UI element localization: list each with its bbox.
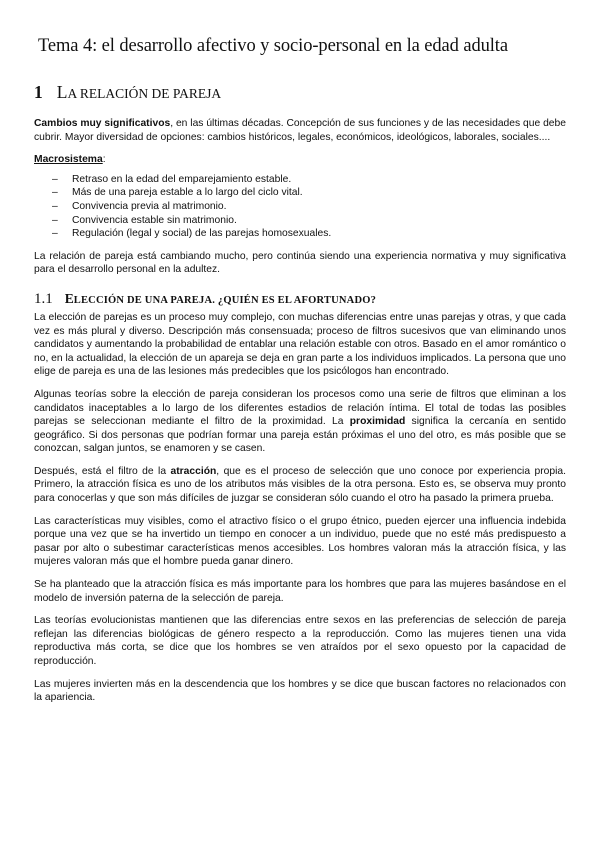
dash-bullet: – xyxy=(52,173,58,185)
list-item xyxy=(52,227,566,241)
intro-bold: Cambios muy significativos xyxy=(34,118,171,129)
section-1-1-number: 1.1 xyxy=(34,290,53,307)
paragraph-3-text-a: Después, está el filtro de la xyxy=(34,465,171,477)
paragraph-3-text-b: , que es el proceso de selección que uno conoce por experiencia propia. Primero, la atracción física es uno de los atributos más visibles de la otra persona. Esto es, se observa muy pronto para conocerlas y que son más difíciles de juzgar se consideran sólo cuando el otro ha pasado la primera prueba. xyxy=(34,465,566,505)
section-1-number: 1 xyxy=(34,82,43,102)
section-1-title-rest: A RELACIÓN DE PAREJA xyxy=(67,86,222,101)
section-1-1-heading xyxy=(34,291,566,308)
dash-bullet: – xyxy=(52,228,58,240)
paragraph-7: Las mujeres invierten más en la descendencia que los hombres y se dice que buscan factores no relacionados con la apariencia. xyxy=(34,678,566,704)
list-item-text: Más de una pareja estable a lo largo del ciclo vital. xyxy=(72,187,303,199)
section-1-heading xyxy=(34,82,566,103)
section-1-closing: La relación de pareja está cambiando mucho, pero continúa siendo una experiencia normativa y muy significativa para el desarrollo personal en la adultez. xyxy=(34,250,566,276)
paragraph-5: Se ha planteado que la atracción física es más importante para los hombres que para las mujeres basándose en el modelo de inversión paterna de la selección de pareja. xyxy=(34,579,566,604)
list-item xyxy=(52,200,566,214)
paragraph-6: Las teorías evolucionistas mantienen que las diferencias entre sexos en las preferencias de selección de pareja reflejan las diferencias biológicas de género respecto a la reproducción. Como las mujeres tienen una vida reproductiva más corta, se dice que los hombres se ven atraídos por el sexo opuesto por la capacidad de reproducción. xyxy=(34,615,566,667)
dash-bullet: – xyxy=(52,200,58,212)
list-item-text: Retraso en la edad del emparejamiento estable. xyxy=(72,173,292,185)
macrosistema-label xyxy=(34,153,566,167)
list-item xyxy=(52,214,566,228)
list-item xyxy=(52,173,566,187)
macrosistema-colon: : xyxy=(102,154,106,166)
intro-text: , en las últimas décadas. Concepción de sus funciones y de las necesidades que debe cubrir. Mayor diversidad de opciones: cambios históricos, legales, económicos, ideológicos, laborales, sociales.... xyxy=(34,118,566,143)
list-item xyxy=(52,186,566,200)
macrosistema-list xyxy=(34,173,566,241)
paragraph-4: Las características muy visibles, como el atractivo físico o el grupo étnico, pueden ejercer una influencia indebida porque una vez que se ha invertido un tiempo en conocer a un individuo, puede que no esté más predispuesto a pasar por alto o subestimar características menos accesibles. Los hombres valoran más la atracción física, y las mujeres valoran más que el hombre pueda ganar dinero. xyxy=(34,515,566,568)
list-item-text: Convivencia estable sin matrimonio. xyxy=(72,214,237,226)
atraccion-term: atracción xyxy=(170,465,217,477)
section-1-1-title-initial: E xyxy=(64,290,74,306)
list-item-text: Regulación (legal y social) de las parejas homosexuales. xyxy=(72,228,332,240)
paragraph-1: La elección de parejas es un proceso muy complejo, con muchas diferencias entre unas parejas y otras, y que cada vez es más plural y diverso. Descripción más consensuada; proceso de filtros sucesivos que van eliminando unos candidatos y aumentando la probabilidad de entablar una relación estable con otros. Basado en el amor romántico o no, en la actualidad, la elección de un apareja se deja en gran parte a los individuos implicados. La persona que uno elige de pareja es una de las lesiones más predecibles que los psicólogos han encontrado. xyxy=(34,311,566,378)
list-item-text: Convivencia previa al matrimonio. xyxy=(72,200,227,212)
dash-bullet: – xyxy=(52,187,58,199)
dash-bullet: – xyxy=(52,214,58,226)
paragraph-3 xyxy=(34,465,566,506)
macrosistema-term: Macrosistema xyxy=(34,154,103,166)
section-1-intro xyxy=(34,117,566,144)
document-title: Tema 4: el desarrollo afectivo y socio-personal en la edad adulta xyxy=(38,36,508,56)
proximidad-term: proximidad xyxy=(349,416,406,428)
section-1-title-initial: L xyxy=(56,82,68,102)
paragraph-2 xyxy=(34,388,566,456)
paragraph-2-text-a: Algunas teorías sobre la elección de pareja consideran los procesos como una serie de filtros que eliminan a los candidatos inaceptables a lo largo de los diferentes estadios de relación íntima. El total de todas las posibles parejas se seleccionan mediante el filtro de la proximidad. La xyxy=(34,388,566,428)
paragraph-2-text-b: significa la cercanía en sentido geográfico. Si dos personas que podrían formar una pareja están próximas el uno del otro, es más posible que se conozcan, salgan juntos, se enamoren y se casen. xyxy=(34,416,567,455)
section-1-1-title-rest: LECCIÓN DE UNA PAREJA. ¿QUIÉN ES EL AFORTUNADO? xyxy=(73,294,377,306)
